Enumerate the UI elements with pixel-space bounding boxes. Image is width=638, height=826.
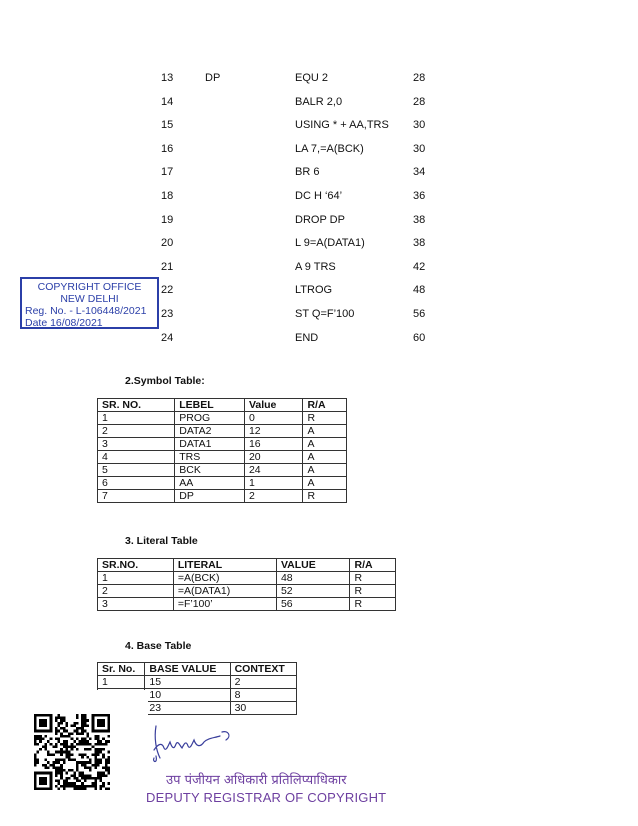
line-number: 20 (161, 237, 174, 250)
table-row (98, 425, 347, 438)
line-number: 16 (161, 142, 174, 155)
line-location: 28 (413, 95, 426, 108)
signature-icon (148, 716, 268, 766)
table-cell: R (303, 412, 347, 425)
header-cell: VALUE (276, 559, 350, 572)
program-line (0, 119, 638, 135)
table-cell: 24 (244, 464, 303, 477)
registrar-title-hindi: उप पंजीयन अधिकारी प्रतिलिप्याधिकार (166, 773, 347, 788)
symbol-table (97, 398, 347, 503)
table-cell: 10 (145, 689, 230, 702)
table-cell: 30 (230, 702, 296, 715)
table-cell: =F’100’ (173, 598, 276, 611)
table-cell: 2 (230, 676, 296, 689)
table-cell: A (303, 464, 347, 477)
table-cell: 3 (98, 438, 175, 451)
table-row (98, 490, 347, 503)
line-statement: USING * + AA,TRS (295, 119, 389, 132)
line-number: 23 (161, 308, 174, 320)
line-number: 19 (161, 213, 174, 226)
table-cell: 0 (244, 412, 303, 425)
table-cell: 1 (98, 412, 175, 425)
literal-table-header-row (98, 559, 396, 572)
header-cell: R/A (303, 399, 347, 412)
table-cell: R (303, 490, 347, 503)
table-row (98, 585, 396, 598)
table-cell: PROG (175, 412, 245, 425)
base-table-header-row (98, 663, 297, 676)
table-cell: A (303, 477, 347, 490)
table-cell: A (303, 438, 347, 451)
line-statement: LTROG (295, 284, 333, 297)
table-cell: 7 (98, 490, 175, 503)
stamp-line: COPYRIGHT OFFICE (37, 281, 142, 293)
registrar-title-english: DEPUTY REGISTRAR OF COPYRIGHT (146, 790, 387, 805)
table-row (98, 412, 347, 425)
table-row (98, 477, 347, 490)
table-cell: 20 (244, 451, 303, 464)
line-number: 14 (161, 95, 174, 108)
line-statement: L 9=A(DATA1) (295, 237, 365, 250)
table-row (98, 464, 347, 477)
table-cell: R (350, 585, 396, 598)
table-row (98, 676, 297, 689)
program-line (0, 214, 638, 230)
program-line (0, 96, 638, 112)
stamp-line: NEW DELHI (60, 293, 119, 305)
line-location: 42 (413, 260, 426, 273)
header-cell: R/A (350, 559, 396, 572)
table-row (98, 438, 347, 451)
line-number: 24 (161, 331, 174, 344)
qr-code-icon (34, 714, 110, 790)
table-cell: 48 (276, 572, 350, 585)
table-cell: 1 (244, 477, 303, 490)
line-location: 38 (413, 237, 426, 250)
header-cell: SR.NO. (98, 559, 174, 572)
line-label: DP (205, 72, 221, 84)
program-line (0, 166, 638, 182)
table-cell: TRS (175, 451, 245, 464)
stamp-line: Reg. No. - L-106448/2021 (25, 305, 147, 317)
table-row (98, 598, 396, 611)
table-row (98, 451, 347, 464)
table-row (98, 572, 396, 585)
header-cell: SR. NO. (98, 399, 175, 412)
table-cell: 4 (98, 451, 175, 464)
table-cell: R (350, 598, 396, 611)
line-location: 60 (413, 331, 426, 344)
table-cell: =A(DATA1) (173, 585, 276, 598)
table-cell: =A(BCK) (173, 572, 276, 585)
table-cell: AA (175, 477, 245, 490)
program-line (0, 332, 638, 348)
table-cell: 1 (98, 676, 145, 689)
table-cell: R (350, 572, 396, 585)
table-cell: 6 (98, 477, 175, 490)
line-statement: LA 7,=A(BCK) (295, 142, 364, 155)
line-statement: DC H ‘64’ (295, 190, 343, 202)
table-cell: 12 (244, 425, 303, 438)
stamp-line: Date 16/08/2021 (25, 317, 103, 329)
line-location: 28 (413, 72, 426, 84)
deputy-registrar-seal (146, 770, 387, 805)
table-cell: 3 (98, 598, 174, 611)
line-statement: DROP DP (295, 213, 345, 226)
table-cell: 2 (98, 425, 175, 438)
line-location: 30 (413, 119, 426, 132)
table-cell: 2 (244, 490, 303, 503)
header-cell: CONTEXT (230, 663, 296, 676)
table-cell: DATA1 (175, 438, 245, 451)
line-statement: BALR 2,0 (295, 95, 343, 108)
table-cell: 56 (276, 598, 350, 611)
table-cell: 1 (98, 572, 174, 585)
header-cell: LITERAL (173, 559, 276, 572)
line-number: 17 (161, 166, 174, 179)
table-cell: DATA2 (175, 425, 245, 438)
line-number: 18 (161, 190, 174, 202)
line-location: 34 (413, 166, 426, 179)
table-cell: 8 (230, 689, 296, 702)
table-cell: A (303, 451, 347, 464)
literal-table (97, 558, 396, 611)
table-cell: BCK (175, 464, 245, 477)
symbol-table-heading: 2.Symbol Table: (125, 375, 205, 387)
line-number: 13 (161, 72, 174, 84)
table-cell: 5 (98, 464, 175, 477)
line-statement: EQU 2 (295, 72, 329, 84)
symbol-table-header-row (98, 399, 347, 412)
line-statement: A 9 TRS (295, 260, 336, 273)
program-line (0, 143, 638, 159)
table-cell: 2 (98, 585, 174, 598)
header-cell: BASE VALUE (145, 663, 230, 676)
line-number: 21 (161, 260, 174, 273)
table-cell: 16 (244, 438, 303, 451)
table-cell: 15 (145, 676, 230, 689)
table-cell: 23 (145, 702, 230, 715)
header-cell: Value (244, 399, 303, 412)
line-location: 56 (413, 308, 426, 320)
header-cell: LEBEL (175, 399, 245, 412)
literal-table-heading: 3. Literal Table (125, 535, 198, 547)
line-statement: ST Q=F’100 (295, 308, 355, 320)
copyright-office-stamp (20, 277, 159, 329)
line-number: 22 (161, 284, 174, 297)
line-location: 36 (413, 190, 426, 202)
line-location: 30 (413, 142, 426, 155)
table-cell: 52 (276, 585, 350, 598)
table-cell: A (303, 425, 347, 438)
program-line (0, 237, 638, 253)
program-line (0, 190, 638, 206)
line-location: 48 (413, 284, 426, 297)
line-statement: BR 6 (295, 166, 320, 179)
line-location: 38 (413, 213, 426, 226)
base-table-heading: 4. Base Table (125, 640, 192, 652)
line-statement: END (295, 331, 319, 344)
line-number: 15 (161, 119, 174, 132)
program-line (0, 72, 638, 88)
header-cell: Sr. No. (98, 663, 145, 676)
table-cell: DP (175, 490, 245, 503)
program-line (0, 261, 638, 277)
